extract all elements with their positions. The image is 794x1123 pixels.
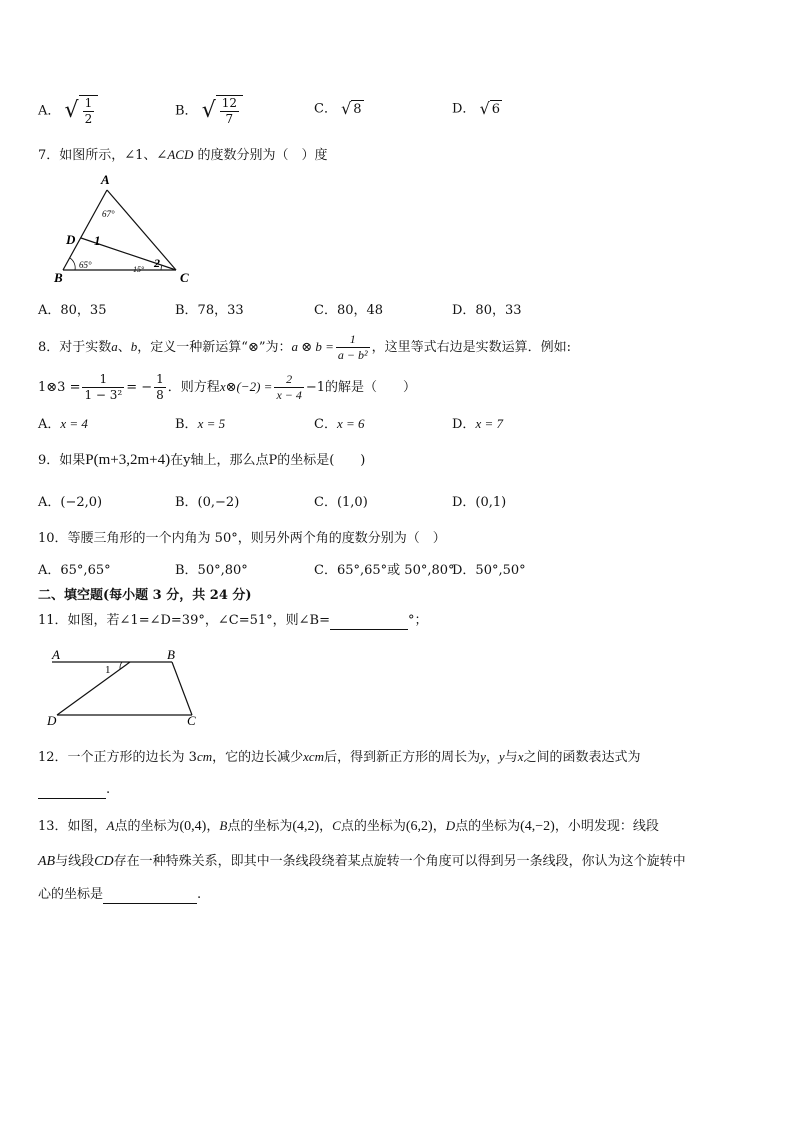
answer-blank[interactable]	[103, 889, 197, 904]
q12-text-4: ，	[485, 750, 499, 765]
q8-intro: 8．对于实数	[38, 340, 112, 355]
var-y: y	[498, 749, 505, 764]
q13-text: 点的坐标为	[340, 819, 406, 834]
q12-tail: .	[106, 782, 111, 797]
option-label: C．	[314, 101, 337, 117]
coord-d: (4,−2)	[520, 819, 555, 834]
angle-2-label: 2	[154, 256, 160, 270]
segment-d-to-ab	[57, 662, 130, 715]
q13-text: 心的坐标是	[38, 887, 104, 902]
var-b: b	[130, 339, 138, 354]
coord-b: (4,2)	[292, 819, 320, 834]
coord-a: (0,4)	[179, 819, 207, 834]
angle-1-label: 1	[94, 233, 101, 248]
fraction-denominator: 1 − 3²	[84, 388, 123, 402]
segment-bc	[172, 662, 192, 715]
vertex-label-c: C	[187, 713, 196, 727]
q8-option-a	[38, 415, 88, 434]
option-label: D．	[452, 101, 476, 117]
def-lhs: a ⊗ b =	[291, 339, 334, 354]
angle-arc	[161, 265, 162, 270]
var-y: y	[480, 749, 486, 764]
angle-name: ACD	[167, 147, 194, 162]
q10-option-b: B．50°,80°	[175, 563, 248, 578]
q7-stem	[38, 146, 327, 165]
sqrt-expression: √ $\frac{12}{7}$	[202, 95, 243, 127]
q8-stem-line1	[38, 330, 571, 365]
angle-67-label: 67°	[102, 209, 115, 219]
q13-text: 点的坐标为	[227, 819, 293, 834]
q8-option-c	[314, 415, 365, 434]
q12-text-6: 之间的函数表达式为	[523, 750, 641, 765]
sqrt-expression: √ $\frac{1}{2}$	[65, 95, 99, 127]
option-value: x = 5	[197, 416, 226, 431]
vertex-label-a: A	[52, 647, 60, 662]
option-label: B．	[175, 103, 198, 119]
point-expression: P(m+3,2m+4)	[85, 452, 171, 468]
q13-stem-line1	[38, 817, 659, 836]
fraction-numerator: 1	[336, 332, 370, 348]
separator: 、	[117, 340, 131, 355]
q13-text: ，	[432, 819, 446, 834]
q8-stem-line2	[38, 370, 416, 405]
fraction-denominator: x − 4	[276, 388, 302, 402]
q12-text-2: ，它的边长减少	[212, 750, 304, 765]
q9-option-b: B．(0,−2)	[175, 495, 240, 510]
q8-mid: ，定义一种新运算“⊗”为：	[137, 340, 292, 355]
q9-stem	[38, 451, 365, 470]
vertex-label-d: D	[47, 713, 57, 727]
vertex-label-a: A	[101, 172, 110, 187]
q13-tail: .	[197, 887, 202, 902]
sqrt-expression: √ 8	[341, 99, 362, 118]
example-eq: = −	[126, 380, 153, 395]
q13-text: 13．如图，	[38, 819, 107, 834]
fraction-numerator: 2	[274, 372, 303, 388]
q9-suffix: 在y轴上，那么点P的坐标是( )	[170, 453, 366, 468]
option-label: D．	[452, 417, 476, 432]
fraction-denominator: 8	[156, 388, 164, 402]
fraction-denominator: 2	[84, 112, 93, 126]
q10-option-a: A．65°,65°	[38, 563, 111, 578]
var-a: a	[111, 339, 118, 354]
q8-tail: ，这里等式右边是实数运算．例如:	[371, 340, 571, 355]
section-heading: 二、填空题(每小题 3 分，共 24 分)	[38, 588, 252, 603]
point-a: A	[106, 818, 115, 833]
example-fraction-2	[154, 372, 166, 403]
option-label: C．	[314, 417, 337, 432]
q12-text-1: 12．一个正方形的边长为 3	[38, 750, 197, 765]
fraction-numerator: 12	[221, 96, 238, 110]
equation-tail: −1的解是（ ）	[305, 380, 417, 395]
q7-option-a: A．80，35	[38, 303, 107, 318]
vertex-label-b: B	[54, 270, 63, 285]
q13-text: 点的坐标为	[455, 819, 521, 834]
option-value: x = 7	[475, 416, 503, 431]
var-x: x	[517, 749, 524, 764]
segment-ab	[63, 190, 107, 270]
q6-option-a	[38, 95, 98, 127]
segment-ab-label: AB	[38, 854, 56, 869]
option-value: x = 6	[336, 416, 365, 431]
q7-option-d: D．80，33	[452, 303, 522, 318]
q11-text: 11．如图，若∠1=∠D=39°，∠C=51°，则∠B=	[38, 613, 330, 628]
q7-option-b: B．78，33	[175, 303, 244, 318]
angle-15-label: 15°	[133, 265, 145, 274]
q7-prefix: 7．如图所示，∠1、∠	[38, 148, 168, 163]
def-fraction	[336, 332, 370, 363]
q8-option-d	[452, 415, 503, 434]
fraction-numerator: 1	[156, 372, 164, 386]
example-fraction	[82, 372, 124, 403]
q13-text: ，	[206, 819, 220, 834]
answer-blank[interactable]	[38, 784, 106, 799]
radicand: 8	[353, 101, 362, 117]
fraction-denominator: 7	[225, 112, 234, 126]
answer-blank[interactable]	[330, 615, 408, 630]
q11-stem	[38, 612, 427, 630]
option-value: x = 4	[60, 416, 88, 431]
angle-arc	[70, 258, 75, 270]
point-c: C	[332, 818, 341, 833]
q13-stem-line3	[38, 886, 201, 904]
option-label: B．	[175, 417, 198, 432]
q7-suffix: 的度数分别为（ ）度	[193, 148, 328, 163]
point-d: D	[445, 818, 456, 833]
q9-option-a: A．(−2,0)	[38, 495, 103, 510]
q6-option-d	[452, 99, 502, 119]
var-xcm: xcm	[303, 749, 325, 764]
q10-stem: 10．等腰三角形的一个内角为 50°，则另外两个角的度数分别为（ ）	[38, 531, 446, 546]
point-b: B	[219, 818, 228, 833]
fraction-denominator: a − b²	[337, 348, 368, 362]
q12-stem	[38, 748, 640, 767]
segment-cd-label: CD	[94, 854, 114, 869]
q12-answer-line	[38, 781, 110, 799]
q9-prefix: 9．如果	[38, 453, 86, 468]
angle-65-label: 65°	[79, 260, 92, 270]
q12-text-3: 后，得到新正方形的周长为	[324, 750, 481, 765]
q7-option-c: C．80，48	[314, 303, 384, 318]
equation-fraction	[274, 372, 303, 403]
q13-text: ，	[319, 819, 333, 834]
fraction-numerator: 1	[84, 96, 93, 110]
angle-1-label: 1	[105, 664, 111, 676]
fraction-numerator: 1	[82, 372, 124, 388]
q12-text-5: 与	[504, 750, 518, 765]
example-mid: ．则方程	[167, 380, 220, 395]
vertex-label-b: B	[167, 647, 175, 662]
option-label: A．	[38, 417, 61, 432]
q13-text: ，小明发现：线段	[554, 819, 659, 834]
vertex-label-c: C	[180, 270, 189, 285]
q8-option-b	[175, 415, 225, 434]
q9-option-c: C．(1,0)	[314, 495, 368, 510]
q13-text: 点的坐标为	[114, 819, 180, 834]
coord-c: (6,2)	[405, 819, 433, 834]
example-lhs: 1⊗3 =	[38, 380, 81, 395]
q10-option-c: C．65°,65°或 50°,80°	[314, 563, 455, 578]
q6-option-c	[314, 99, 364, 119]
equation-lhs: x⊗(−2) =	[219, 379, 273, 394]
q9-option-d: D．(0,1)	[452, 495, 507, 510]
q6-option-b	[175, 95, 243, 127]
q13-stem-line2	[38, 853, 686, 871]
q13-text: 与线段	[55, 854, 95, 869]
q11-trapezoid-figure	[42, 645, 212, 727]
sqrt-expression: √ 6	[479, 99, 501, 118]
vertex-label-d: D	[66, 232, 76, 247]
option-label: A．	[38, 103, 61, 119]
radicand: 6	[491, 101, 501, 117]
q7-triangle-figure	[48, 172, 198, 287]
unit-cm: cm	[196, 749, 213, 764]
q11-tail: °；	[407, 613, 428, 628]
q10-option-d: D．50°,50°	[452, 563, 526, 578]
q13-text: 存在一种特殊关系，即其中一条线段绕着某点旋转一个角度可以得到另一条线段，你认为这个旋转中	[113, 854, 686, 869]
